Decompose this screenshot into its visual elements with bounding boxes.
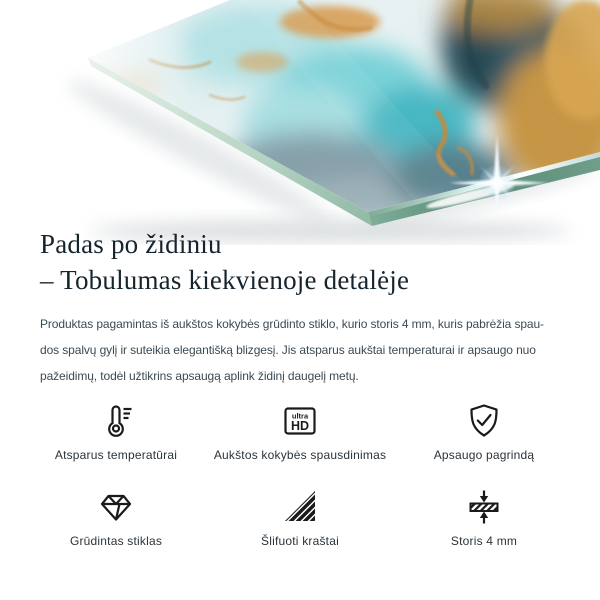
feature-label: Šlifuoti kraštai: [261, 534, 339, 548]
svg-text:ultra: ultra: [291, 411, 309, 421]
feature-label: Apsaugo pagrindą: [433, 448, 535, 462]
feature-label: Aukštos kokybės spausdinimas: [213, 448, 387, 462]
product-description: [40, 311, 575, 389]
feature-protects-base: [392, 401, 576, 462]
description-line: pažeidimų, todėl užtikrins apsaugą aplink židinį daugelį metų.: [40, 369, 359, 383]
page-title-line1: Padas po židiniu: [40, 229, 222, 259]
diamond-icon: [96, 487, 136, 527]
description-line: Produktas pagamintas iš aukštos kokybės grūdinto stiklo, kurio storis 4 mm, kuris pabrėžia spau-: [40, 317, 544, 331]
feature-tempered-glass: [24, 487, 208, 548]
shield-check-icon: [464, 401, 504, 441]
feature-label: Atsparus temperatūrai: [54, 448, 178, 462]
thermometer-icon: [96, 401, 136, 441]
beveled-edges-icon: [280, 487, 320, 527]
feature-ultra-hd-print: [208, 401, 392, 462]
description-line: dos spalvų gylį ir suteikia elegantišką blizgesį. Jis atsparus aukštai temperaturai ir apsaugo nuo: [40, 343, 536, 357]
feature-thickness: [392, 487, 576, 548]
ultra-hd-icon: [280, 401, 320, 441]
feature-label: Grūdintas stiklas: [69, 534, 163, 548]
glass-hearth-pad-photo: [0, 0, 600, 245]
thickness-icon: [464, 487, 504, 527]
page-title: [40, 226, 575, 298]
feature-heat-resistant: [24, 401, 208, 462]
svg-text:HD: HD: [290, 419, 310, 433]
product-intro: [40, 226, 575, 389]
page-title-line2: – Tobulumas kiekvienoje detalėje: [40, 265, 410, 295]
feature-polished-edges: [208, 487, 392, 548]
feature-grid: [24, 401, 576, 548]
feature-label: Storis 4 mm: [450, 534, 518, 548]
